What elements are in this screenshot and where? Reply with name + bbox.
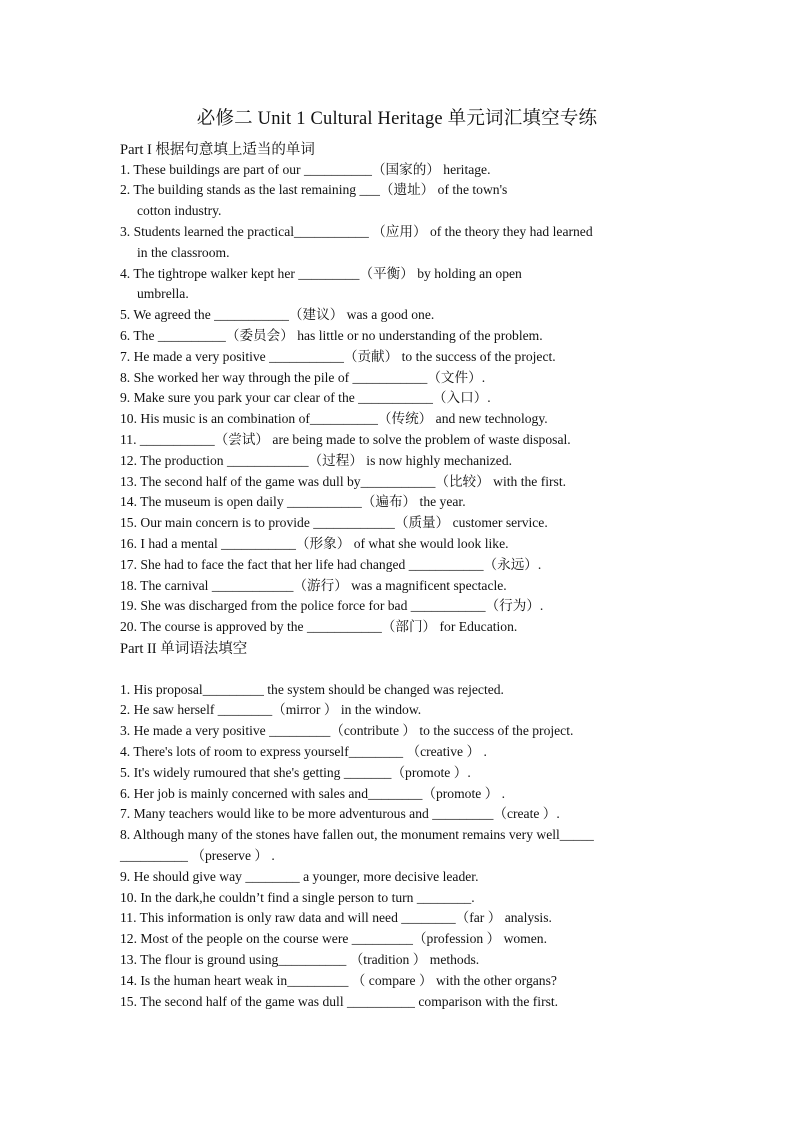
part1-item-19: 19. She was discharged from the police force for bad ___________（行为）. — [120, 598, 544, 613]
part2-item-15: 15. The second half of the game was dull __________ comparison with the first. — [120, 994, 559, 1009]
part1-item-13: 13. The second half of the game was dull by___________（比较） with the first. — [120, 474, 567, 489]
part2-item-8: 8. Although many of the stones have fallen out, the monument remains very well_____ — [120, 827, 594, 842]
part2-item-12: 12. Most of the people on the course were _________（profession ） women. — [120, 931, 547, 946]
part1-item-8: 8. She worked her way through the pile of ___________（文件）. — [120, 370, 486, 385]
part1-item-4-cont: umbrella. — [137, 286, 189, 301]
part2-item-3: 3. He made a very positive _________（contribute ） to the success of the project. — [120, 723, 574, 738]
part2-item-8-cont: __________ （preserve ） . — [120, 848, 275, 863]
part2-item-4: 4. There's lots of room to express yourself________ （creative ） . — [120, 744, 487, 759]
part1-item-11: 11. ___________（尝试） are being made to solve the problem of waste disposal. — [120, 432, 571, 447]
part2-item-10: 10. In the dark,he couldn’t find a single person to turn ________. — [120, 890, 475, 905]
part1-item-9: 9. Make sure you park your car clear of the ___________（入口）. — [120, 390, 491, 405]
part2-item-7: 7. Many teachers would like to be more adventurous and _________（create ）. — [120, 806, 560, 821]
part1-item-17: 17. She had to face the fact that her life had changed ___________（永远）. — [120, 557, 542, 572]
part1-item-2: 2. The building stands as the last remaining ___（遗址） of the town's — [120, 182, 508, 197]
part2-item-11: 11. This information is only raw data and will need ________（far ） analysis. — [120, 910, 552, 925]
part2-item-1: 1. His proposal_________ the system should be changed was rejected. — [120, 682, 504, 697]
page-title: 必修二 Unit 1 Cultural Heritage 单元词汇填空专练 — [196, 109, 598, 129]
part2-item-13: 13. The flour is ground using__________ （tradition ） methods. — [120, 952, 480, 967]
part1-item-16: 16. I had a mental ___________（形象） of what she would look like. — [120, 536, 509, 551]
part1-item-6: 6. The __________（委员会） has little or no understanding of the problem. — [120, 328, 543, 343]
part1-item-10: 10. His music is an combination of__________（传统） and new technology. — [120, 411, 548, 426]
part1-heading: Part I 根据句意填上适当的单词 — [120, 142, 315, 158]
part2-item-5: 5. It's widely rumoured that she's getting _______（promote ）. — [120, 765, 471, 780]
part1-item-2-cont: cotton industry. — [137, 203, 222, 218]
part1-item-15: 15. Our main concern is to provide ____________（质量） customer service. — [120, 515, 548, 530]
part1-item-14: 14. The museum is open daily ___________（遍布） the year. — [120, 494, 466, 509]
part2-item-2: 2. He saw herself ________（mirror ） in the window. — [120, 702, 422, 717]
part1-item-3-cont: in the classroom. — [137, 245, 230, 260]
part2-heading: Part II 单词语法填空 — [120, 641, 248, 657]
part1-item-7: 7. He made a very positive ___________（贡献） to the success of the project. — [120, 349, 556, 364]
part2-item-14: 14. Is the human heart weak in_________ （ compare ） with the other organs? — [120, 973, 557, 988]
part1-item-20: 20. The course is approved by the ___________（部门） for Education. — [120, 619, 518, 634]
part2-item-9: 9. He should give way ________ a younger, more decisive leader. — [120, 869, 479, 884]
part1-item-18: 18. The carnival ____________（游行） was a magnificent spectacle. — [120, 578, 507, 593]
part1-item-3: 3. Students learned the practical___________ （应用） of the theory they had learned — [120, 224, 593, 239]
part1-item-4: 4. The tightrope walker kept her _________（平衡） by holding an open — [120, 266, 522, 281]
part2-item-6: 6. Her job is mainly concerned with sales and________（promote ） . — [120, 786, 506, 801]
part1-item-12: 12. The production ____________（过程） is now highly mechanized. — [120, 453, 513, 468]
part1-item-1: 1. These buildings are part of our __________（国家的） heritage. — [120, 162, 491, 177]
part1-item-5: 5. We agreed the ___________（建议） was a good one. — [120, 307, 435, 322]
